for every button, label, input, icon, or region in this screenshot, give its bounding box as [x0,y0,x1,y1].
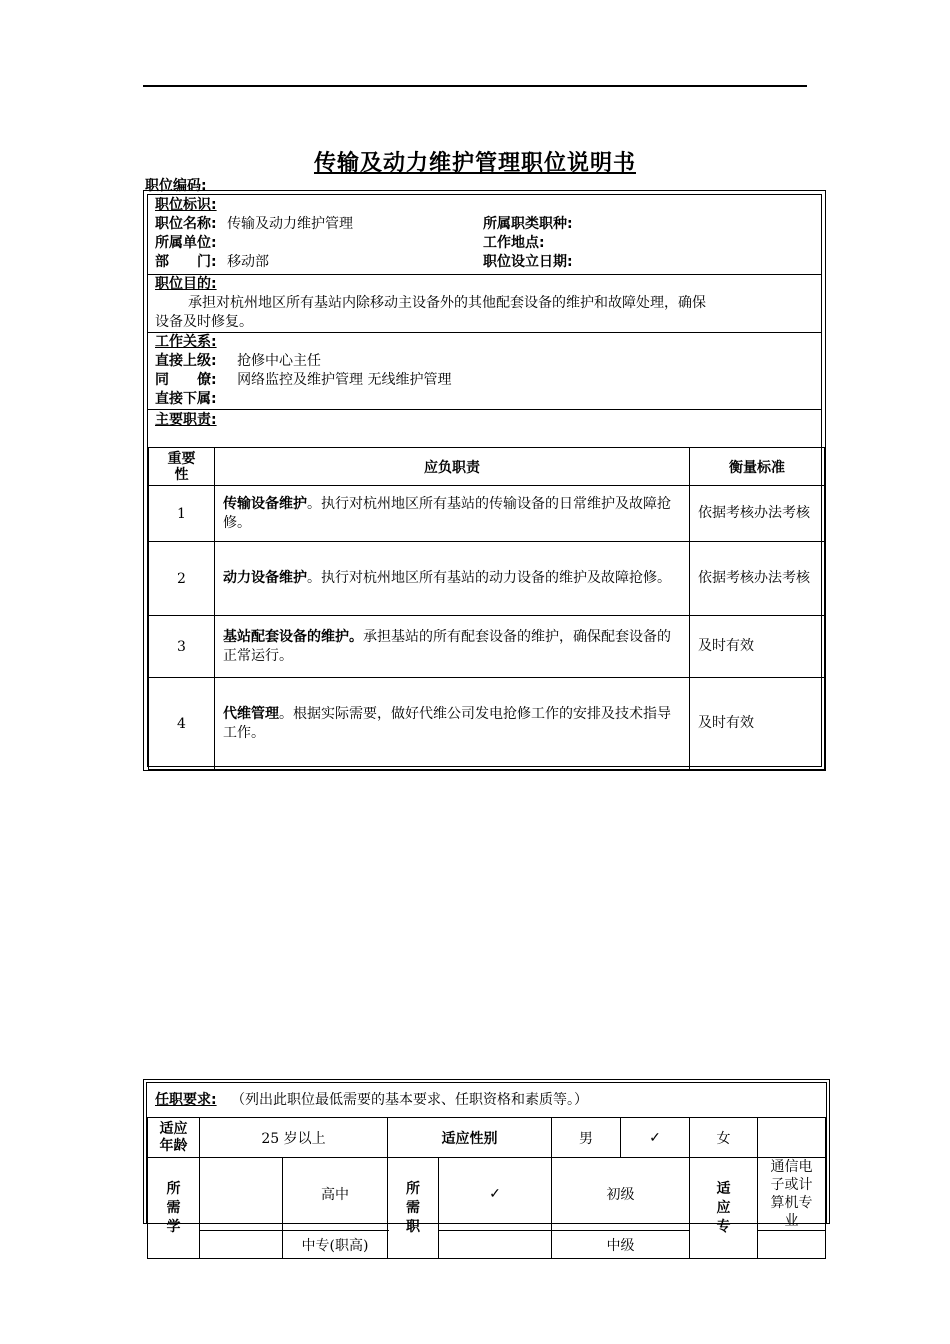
responsibility-title: 基站配套设备的维护。 [223,628,363,645]
gender-male: 男 [552,1118,621,1158]
identification-heading: 职位标识: [155,197,217,213]
establish-date-label: 职位设立日期: [483,254,573,270]
major-value: 通信电子或计算机专业 [758,1158,826,1231]
relations-section [148,332,821,410]
title-label [388,1158,439,1259]
gender-male-check: ✓ [621,1118,690,1158]
education-voc: 中专(职高) [283,1231,388,1259]
department-value: 移动部 [227,254,270,270]
title-mid: 中级 [552,1231,690,1259]
responsibility-title: 动力设备维护 [223,570,307,586]
education-label-line3: 学 [166,1218,181,1235]
education-high-check [200,1158,283,1231]
major-label-line2: 应 [716,1199,731,1216]
requirements-table [147,1117,826,1259]
unit-label: 所属单位: [155,235,217,251]
department-row [155,253,269,272]
position-name-row [155,215,353,234]
requirements-heading: 任职要求: [155,1092,217,1108]
row-standard: 依据考核办法考核 [690,542,825,616]
location-label: 工作地点: [483,235,545,251]
education-row-1 [148,1158,826,1231]
education-label [148,1158,200,1259]
major-label-line3: 专 [716,1218,731,1235]
responsibility-text: 承担基站的所有配套设备的维护，确保配套设备的正常运行。 [223,628,671,664]
row-standard: 及时有效 [690,678,825,770]
purpose-text-line1: 承担对杭州地区所有基站内除移动主设备外的其他配套设备的维护和故障处理，确保 [188,295,706,311]
title-label-line3: 职 [406,1218,420,1235]
header-importance-line2: 性 [174,466,189,483]
gender-label: 适应性别 [388,1118,552,1158]
duties-heading: 主要职责: [155,412,217,428]
age-value: 25 岁以上 [200,1118,388,1158]
superior-label: 直接上级: [155,353,217,369]
relations-heading: 工作关系: [155,334,217,350]
row-responsibility [215,542,690,616]
age-gender-row [148,1118,826,1158]
purpose-heading: 职位目的: [155,276,217,292]
age-label-line1: 适应 [159,1120,188,1137]
row-number: 3 [149,616,215,678]
education-voc-check [200,1231,283,1259]
page-title: 传输及动力维护管理职位说明书 [313,151,636,176]
department-label: 部 门: [155,254,217,270]
duty-table [148,447,825,770]
row-responsibility [215,678,690,770]
header-importance [149,448,215,486]
header-rule [143,85,807,87]
duty-table-header [149,448,825,486]
subordinate-label: 直接下属: [155,391,217,407]
major-label-line1: 适 [716,1180,731,1197]
identification-section [148,195,821,275]
requirements-heading-row [155,1091,588,1110]
row-number: 2 [149,542,215,616]
row-standard: 及时有效 [690,616,825,678]
peer-value: 网络监控及维护管理 无线维护管理 [237,372,452,388]
major-extra [758,1231,826,1259]
purpose-section [148,274,821,333]
header-standard: 衡量标准 [690,448,825,486]
age-label [148,1118,200,1158]
peer-label: 同 僚: [155,372,217,388]
row-number: 4 [149,678,215,770]
position-code-label: 职位编码: [145,178,207,194]
responsibility-text: 。根据实际需要，做好代维公司发电抢修工作的安排及技术指导工作。 [223,705,671,741]
row-responsibility [215,616,690,678]
superior-value: 抢修中心主任 [237,353,322,369]
age-label-line2: 年龄 [159,1137,188,1154]
row-standard: 依据考核办法考核 [690,486,825,542]
row-number: 1 [149,486,215,542]
position-name-label: 职位名称: [155,216,217,232]
purpose-text-line2: 设备及时修复。 [155,314,253,330]
title-junior: 初级 [552,1158,690,1231]
peer-row [155,371,452,390]
responsibility-title: 代维管理 [223,705,279,722]
education-label-line1: 所 [166,1180,181,1197]
table-row [149,678,825,770]
superior-row [155,352,321,371]
education-label-line2: 需 [166,1199,181,1216]
table-row [149,486,825,542]
header-responsibility: 应负职责 [215,448,690,486]
major-label [690,1158,758,1259]
table-row [149,542,825,616]
gender-female-check [758,1118,826,1158]
title-mid-check [439,1231,552,1259]
requirements-note: （列出此职位最低需要的基本要求、任职资格和素质等。） [231,1092,589,1108]
responsibility-text: 。执行对杭州地区所有基站的传输设备的日常维护及故障抢修。 [223,495,671,531]
responsibility-title: 传输设备维护 [223,495,307,512]
title-label-line2: 需 [406,1199,420,1216]
job-description-box [143,190,826,771]
responsibility-text: 。执行对杭州地区所有基站的动力设备的维护及故障抢修。 [307,570,671,586]
requirements-box [143,1079,830,1254]
header-importance-line1: 重要 [167,450,196,467]
duties-section [148,409,821,447]
education-high: 高中 [283,1158,388,1231]
title-label-line1: 所 [406,1180,420,1197]
title-junior-check: ✓ [439,1158,552,1231]
table-row [149,616,825,678]
position-name-value: 传输及动力维护管理 [227,216,354,232]
category-label: 所属职类职种: [483,216,573,232]
gender-female: 女 [690,1118,758,1158]
row-responsibility [215,486,690,542]
